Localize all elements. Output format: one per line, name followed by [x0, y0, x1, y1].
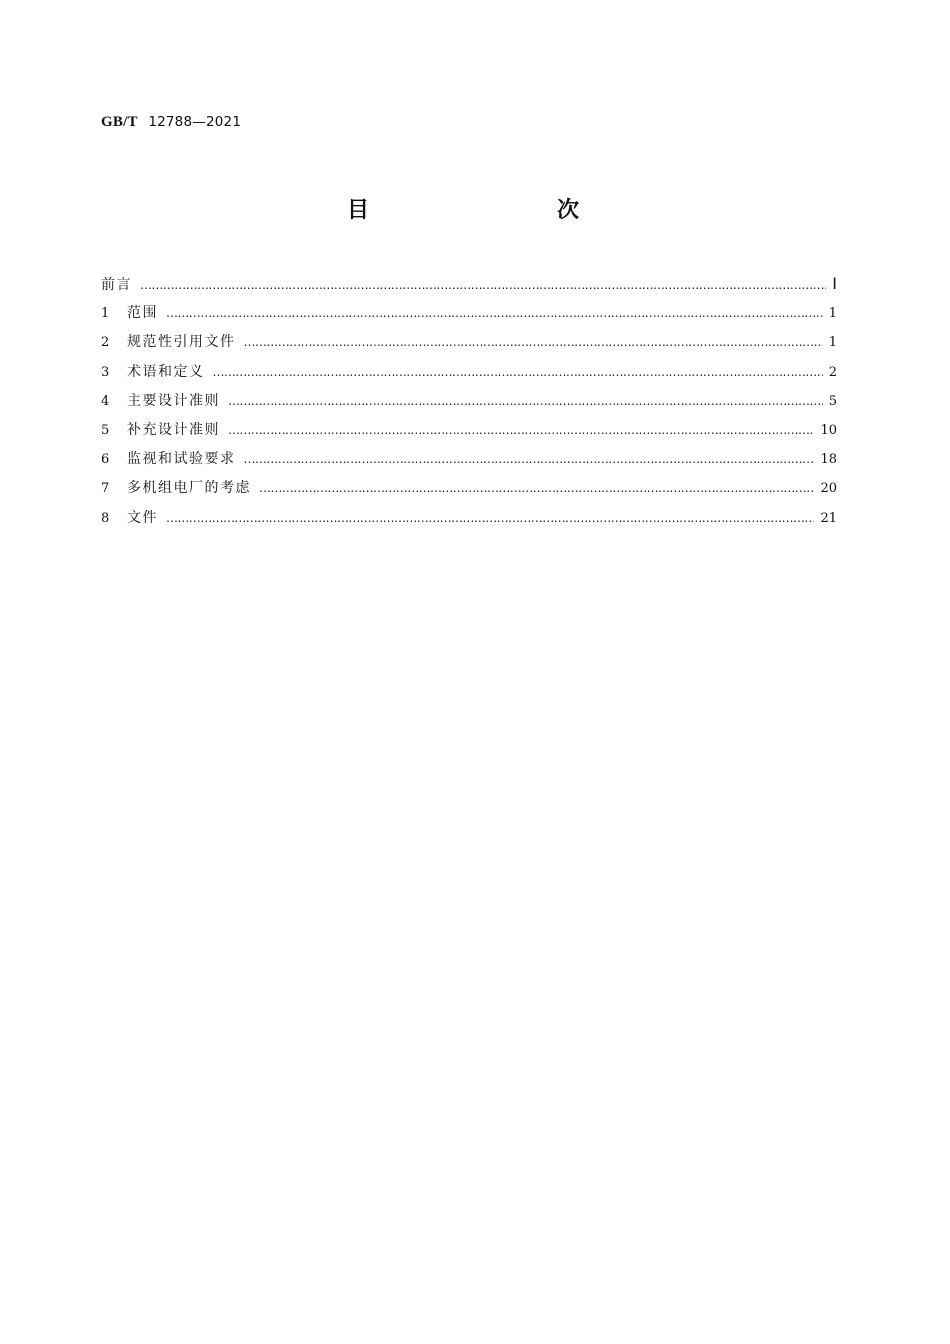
standard-code: GB/T — [101, 114, 138, 130]
toc-entry-label: 范围 — [127, 305, 158, 322]
document-header — [101, 114, 241, 131]
toc-entry-page: 1 — [828, 335, 837, 351]
toc-entry-label: 多机组电厂的考虑 — [127, 480, 251, 497]
toc-entry-label: 术语和定义 — [127, 363, 205, 380]
toc-entry-label: 监视和试验要求 — [127, 451, 236, 468]
toc-entry-normative-references[interactable] — [101, 328, 837, 357]
toc-entry-number: 8 — [101, 510, 110, 526]
toc-entry-label: 规范性引用文件 — [127, 334, 236, 351]
toc-dot-leader — [140, 271, 826, 300]
toc-entry-number: 5 — [101, 422, 110, 438]
toc-dot-leader — [228, 387, 823, 416]
toc-entry-foreword[interactable] — [101, 270, 837, 299]
toc-entry-page: 18 — [820, 452, 837, 468]
toc-entry-label: 主要设计准则 — [127, 392, 220, 409]
toc-entry-label: 补充设计准则 — [127, 421, 220, 438]
toc-dot-leader — [244, 445, 815, 474]
toc-entry-label: 前言 — [101, 277, 132, 293]
table-of-contents — [101, 270, 837, 533]
toc-entry-label: 文件 — [127, 509, 158, 526]
toc-entry-number: 7 — [101, 481, 110, 497]
toc-title: 目 次 — [346, 198, 627, 223]
toc-entry-page: Ⅰ — [832, 276, 837, 293]
toc-dot-leader — [166, 299, 823, 328]
toc-entry-number: 3 — [101, 364, 110, 380]
toc-entry-page: 2 — [828, 364, 837, 380]
toc-entry-page: 10 — [820, 422, 837, 438]
toc-entry-number: 6 — [101, 452, 110, 468]
toc-dot-leader — [259, 474, 814, 503]
toc-entry-number: 4 — [101, 393, 110, 409]
toc-entry-page: 21 — [820, 510, 837, 526]
toc-entry-supplementary-design-criteria[interactable] — [101, 416, 837, 445]
toc-entry-number: 1 — [101, 306, 110, 322]
standard-number: 12788—2021 — [148, 114, 242, 130]
toc-dot-leader — [244, 328, 823, 357]
toc-entry-page: 1 — [828, 306, 837, 322]
toc-entry-number: 2 — [101, 335, 110, 351]
toc-entry-terms-definitions[interactable] — [101, 358, 837, 387]
toc-dot-leader — [166, 504, 814, 533]
toc-entry-multi-unit-plants[interactable] — [101, 474, 837, 503]
toc-entry-main-design-criteria[interactable] — [101, 387, 837, 416]
toc-entry-page: 5 — [828, 393, 837, 409]
toc-entry-documentation[interactable] — [101, 504, 837, 533]
toc-dot-leader — [213, 358, 823, 387]
toc-entry-scope[interactable] — [101, 299, 837, 328]
toc-entry-page: 20 — [820, 481, 837, 497]
toc-entry-monitoring-testing[interactable] — [101, 445, 837, 474]
toc-dot-leader — [228, 416, 814, 445]
